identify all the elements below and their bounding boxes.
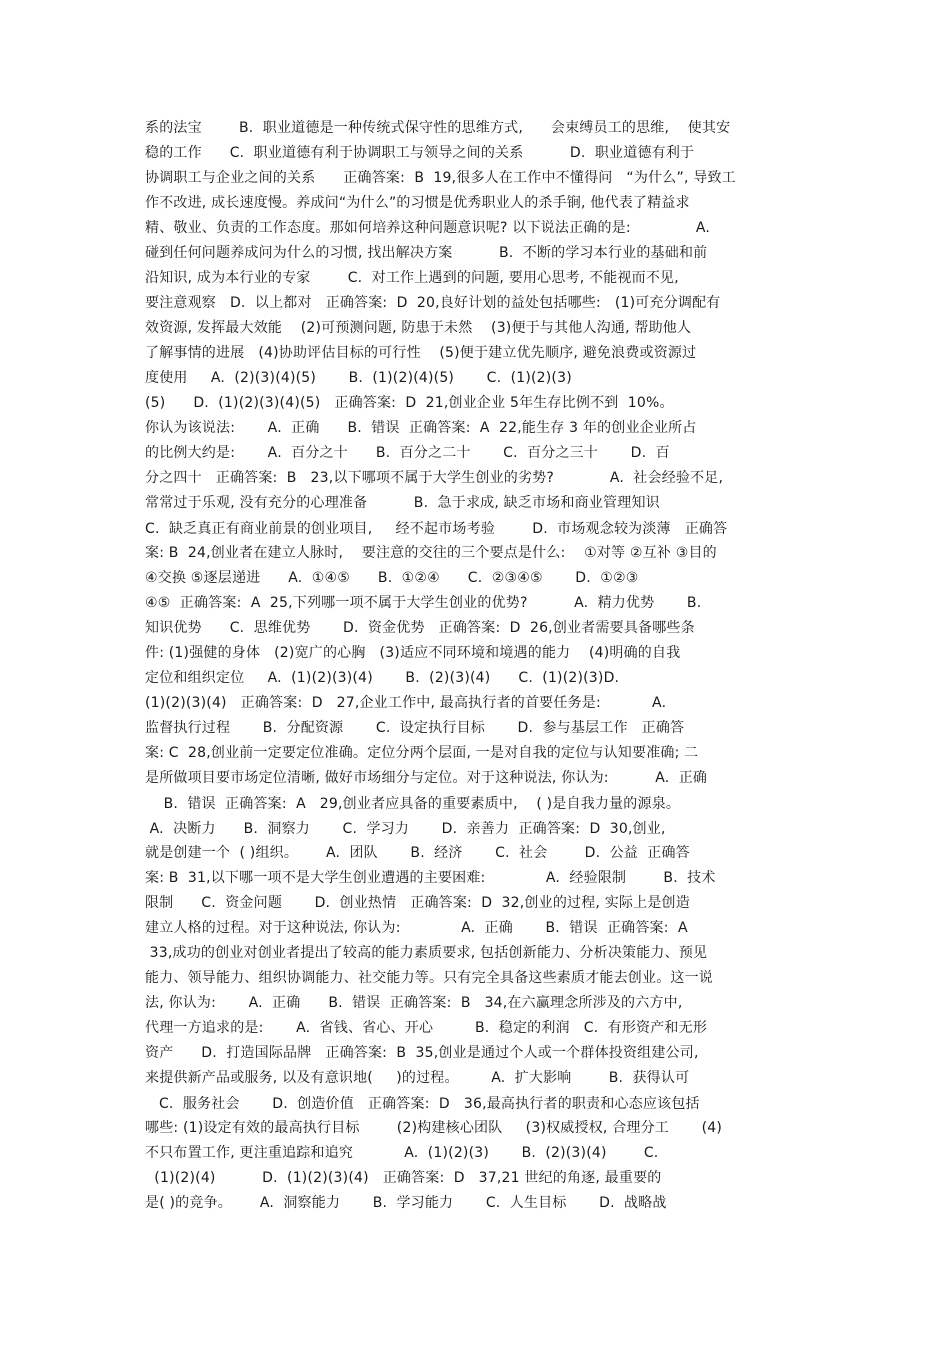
text-line: ④交换 ⑤逐层递进 A. ①④⑤ B. ①②④ C. ②③④⑤ D. ①②③ <box>145 570 639 586</box>
text-line: 监督执行过程 B. 分配资源 C. 设定执行目标 D. 参与基层工作 正确答 <box>145 720 685 736</box>
text-line: 常常过于乐观, 没有充分的心理准备 B. 急于求成, 缺乏市场和商业管理知识 <box>145 495 660 511</box>
text-line: 知识优势 C. 思维优势 D. 资金优势 正确答案: D 26,创业者需要具备哪些条 <box>145 620 695 636</box>
text-line: 就是创建一个 ( )组织。 A. 团队 B. 经济 C. 社会 D. 公益 正确答 <box>145 845 690 861</box>
text-line: 系的法宝 B. 职业道德是一种传统式保守性的思维方式, 会束缚员工的思维, 使其安 <box>145 120 731 136</box>
text-line: 案: B 24,创业者在建立人脉时, 要注意的交往的三个要点是什么: ①对等 ②互补 ③目的 <box>145 545 717 561</box>
text-line: 沿知识, 成为本行业的专家 C. 对工作上遇到的问题, 要用心思考, 不能视而不见, <box>145 270 679 286</box>
text-line: 资产 D. 打造国际品牌 正确答案: B 35,创业是通过个人或一个群体投资组建公司, <box>145 1045 699 1061</box>
text-line: 哪些: (1)设定有效的最高执行目标 (2)构建核心团队 (3)权威授权, 合理分工 (4) <box>145 1120 722 1136</box>
text-line: 你认为该说法: A. 正确 B. 错误 正确答案: A 22,能生存 3 年的创业企业所占 <box>145 420 697 436</box>
text-line: B. 错误 正确答案: A 29,创业者应具备的重要素质中, ( )是自我力量的源泉。 <box>145 796 681 812</box>
text-line: 效资源, 发挥最大效能 (2)可预测问题, 防患于未然 (3)便于与其他人沟通, 帮助他人 <box>145 320 692 336</box>
text-line: 33,成功的创业对创业者提出了较高的能力素质要求, 包括创新能力、分析决策能力、预见 <box>145 945 708 961</box>
text-line: 定位和组织定位 A. (1)(2)(3)(4) B. (2)(3)(4) C. (1)(2)(3)D. <box>145 670 620 686</box>
text-line: C. 服务社会 D. 创造价值 正确答案: D 36,最高执行者的职责和心态应该包括 <box>145 1096 700 1112</box>
text-line: 建立人格的过程。对于这种说法, 你认为: A. 正确 B. 错误 正确答案: A <box>145 920 688 936</box>
text-line: 是( )的竞争。 A. 洞察能力 B. 学习能力 C. 人生目标 D. 战略战 <box>145 1195 667 1211</box>
text-line: 不只布置工作, 更注重追踪和追究 A. (1)(2)(3) B. (2)(3)(4) C. <box>145 1145 659 1161</box>
text-line: 度使用 A. (2)(3)(4)(5) B. (1)(2)(4)(5) C. (1)(2)(3) <box>145 370 572 386</box>
text-line: 精、敬业、负责的工作态度。那如何培养这种问题意识呢? 以下说法正确的是: A. <box>145 220 711 236</box>
text-line: 的比例大约是: A. 百分之十 B. 百分之二十 C. 百分之三十 D. 百 <box>145 445 670 461</box>
text-line: (1)(2)(4) D. (1)(2)(3)(4) 正确答案: D 37,21 世纪的角逐, 最重要的 <box>145 1170 662 1186</box>
text-line: 稳的工作 C. 职业道德有利于协调职工与领导之间的关系 D. 职业道德有利于 <box>145 145 695 161</box>
text-line: A. 决断力 B. 洞察力 C. 学习力 D. 亲善力 正确答案: D 30,创业, <box>145 821 666 837</box>
text-line: 碰到任何问题养成问为什么的习惯, 找出解决方案 B. 不断的学习本行业的基础和前 <box>145 245 708 261</box>
text-line: 协调职工与企业之间的关系 正确答案: B 19,很多人在工作中不懂得问 “为什么”, 导致工 <box>145 170 736 186</box>
text-line: 法, 你认为: A. 正确 B. 错误 正确答案: B 34,在六赢理念所涉及的六方中, <box>145 995 683 1011</box>
text-line: 分之四十 正确答案: B 23,以下哪项不属于大学生创业的劣势? A. 社会经验不足, <box>145 470 724 486</box>
text-line: 是所做项目要市场定位清晰, 做好市场细分与定位。对于这种说法, 你认为: A. 正确 <box>145 770 708 786</box>
text-line: 代理一方追求的是: A. 省钱、省心、开心 B. 稳定的利润 C. 有形资产和无形 <box>145 1020 708 1036</box>
text-line: 作不改进, 成长速度慢。养成问“为什么”的习惯是优秀职业人的杀手锏, 他代表了精益求 <box>145 195 690 211</box>
text-line: 能力、领导能力、组织协调能力、社交能力等。只有完全具备这些素质才能去创业。这一说 <box>145 970 713 986</box>
text-line: 件: (1)强健的身体 (2)宽广的心胸 (3)适应不同环境和境遇的能力 (4)明确的自我 <box>145 645 681 661</box>
text-line: (1)(2)(3)(4) 正确答案: D 27,企业工作中, 最高执行者的首要任务是: A. <box>145 695 667 711</box>
text-line: 要注意观察 D. 以上都对 正确答案: D 20,良好计划的益处包括哪些: (1)可充分调配有 <box>145 295 721 311</box>
text-line: 案: B 31,以下哪一项不是大学生创业遭遇的主要困难: A. 经验限制 B. 技术 <box>145 870 716 886</box>
text-line: 了解事情的进展 (4)协助评估目标的可行性 (5)便于建立优先顺序, 避免浪费或资源过 <box>145 345 697 361</box>
text-line: (5) D. (1)(2)(3)(4)(5) 正确答案: D 21,创业企业 5年生存比例不到 10%。 <box>145 395 674 411</box>
text-line: C. 缺乏真正有商业前景的创业项目, 经不起市场考验 D. 市场观念较为淡薄 正确答 <box>145 521 728 537</box>
text-line: 案: C 28,创业前一定要定位准确。定位分两个层面, 一是对自我的定位与认知要准确; 二 <box>145 745 699 761</box>
text-line: 来提供新产品或服务, 以及有意识地( )的过程。 A. 扩大影响 B. 获得认可 <box>145 1070 690 1086</box>
text-line: ④⑤ 正确答案: A 25,下列哪一项不属于大学生创业的优势? A. 精力优势 B. <box>145 595 702 611</box>
text-line: 限制 C. 资金问题 D. 创业热情 正确答案: D 32,创业的过程, 实际上是创造 <box>145 895 690 911</box>
